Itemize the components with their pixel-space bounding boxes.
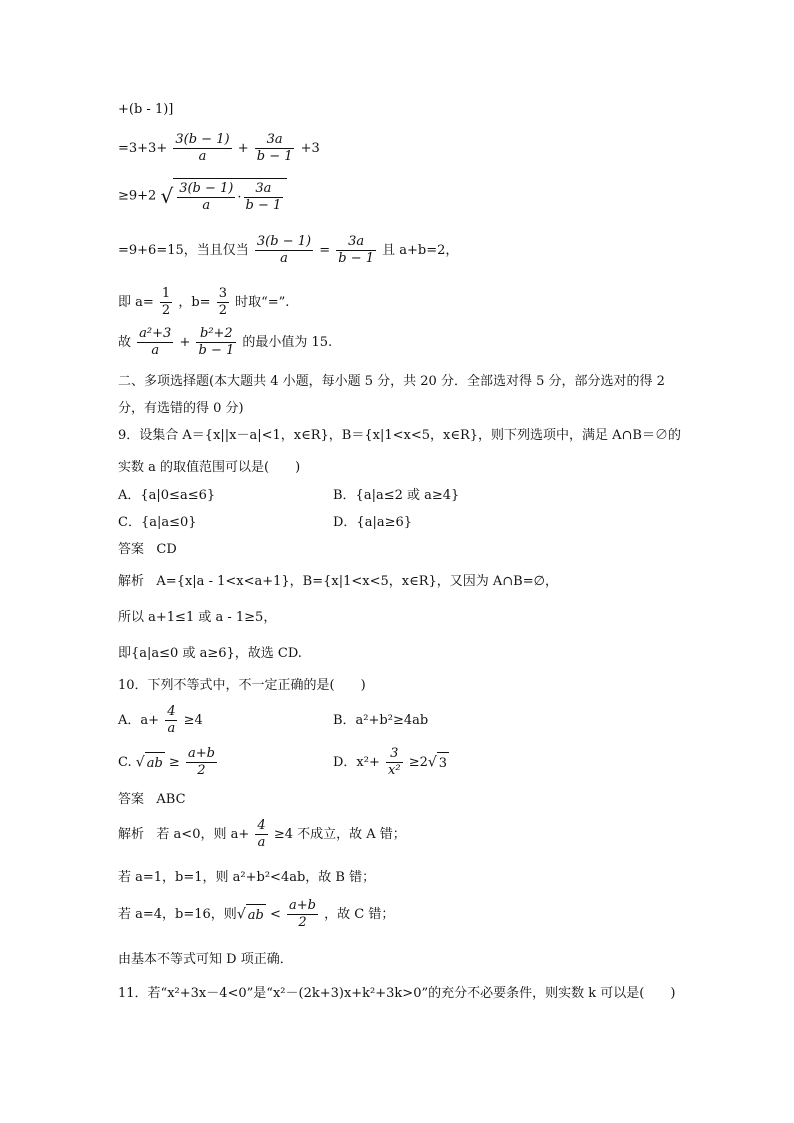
- fraction-3a-over-b1: [336, 234, 376, 267]
- q9-analysis-line-1: [118, 573, 558, 591]
- q10-option-a: [118, 704, 203, 737]
- text: ≥4 不成立，故 A 错；: [273, 827, 406, 842]
- section-heading-line-2: [118, 400, 244, 418]
- fraction-3b1-over-a: [173, 132, 231, 165]
- q9-analysis-line-2: [118, 609, 276, 627]
- text: 由基本不等式可知 D 项正确．: [118, 952, 293, 967]
- radical-sign: √: [160, 184, 174, 208]
- section-heading-line-1: [118, 373, 665, 391]
- text: 11．若“x²+3x－4<0”是“x²－(2k+3)x+k²+3k>0”的充分不必要条件，则实数 k 可以是( ): [118, 986, 676, 1001]
- fraction-one-half: [160, 286, 172, 319]
- text: ≥4: [183, 713, 203, 728]
- denominator: 2: [218, 303, 227, 318]
- text: 9．设集合 A＝{x||x－a|<1，x∈R}，B＝{x|1<x<5，x∈R}，则下列选项中，满足 A∩B＝∅的: [118, 428, 681, 443]
- q9-option-c: [118, 514, 197, 532]
- denominator: b − 1: [256, 149, 293, 164]
- text: B．{a|a≤2 或 a≥4}: [333, 488, 460, 503]
- numerator: 4: [257, 818, 266, 833]
- radicand: ab: [145, 752, 165, 773]
- q10-analysis-line-2: [118, 869, 375, 887]
- text: +3: [300, 141, 320, 156]
- fraction-3b1-over-a: [177, 181, 235, 214]
- solution-line-6: [118, 326, 332, 359]
- text: A．a+: [118, 713, 160, 728]
- q10-option-b: [333, 712, 428, 730]
- numerator: 3a: [336, 234, 376, 251]
- text: 故: [118, 335, 132, 350]
- q10-analysis-line-4: [118, 951, 293, 969]
- radical-sign: √: [135, 754, 145, 771]
- analysis-label: 解析: [118, 827, 145, 842]
- text: 若 a=4，b=16，则: [118, 907, 237, 922]
- q10-answer: [118, 791, 186, 809]
- text: =: [319, 243, 331, 258]
- numerator: 3a: [255, 132, 295, 149]
- numerator: 3(b − 1): [256, 234, 312, 249]
- answer-value: CD: [156, 542, 177, 557]
- sqrt-expression: √ $\frac{3(b - 1)}{a}$ · $\frac{3a}{b - 1}$: [160, 178, 287, 214]
- numerator: 3a: [244, 181, 284, 198]
- q9-answer: [118, 541, 177, 559]
- denominator: a: [280, 251, 288, 266]
- q10-analysis-line-1: [118, 818, 406, 851]
- q9-stem-line-2: [118, 459, 300, 477]
- q11-stem: [118, 985, 675, 1003]
- text: 即{a|a≤0 或 a≥6}，故选 CD.: [118, 646, 302, 661]
- text: C．{a|a≤0}: [118, 515, 197, 530]
- numerator: 3(b − 1): [179, 181, 234, 196]
- denominator: 2: [161, 303, 171, 318]
- text: A={x|a - 1<x<a+1}，B={x|1<x<5，x∈R}，又因为 A∩B=∅，: [156, 574, 558, 589]
- text: 所以 a+1≤1 或 a - 1≥5，: [118, 610, 277, 625]
- denominator: a: [198, 149, 207, 164]
- denominator: a: [151, 343, 160, 358]
- radicand: ab: [246, 904, 266, 925]
- q10-analysis-line-3: [118, 898, 394, 931]
- text: A．{a|0≤a≤6}: [118, 488, 216, 503]
- radicand: 3: [437, 752, 449, 773]
- numerator: 3: [218, 286, 227, 301]
- q10-option-c: [118, 746, 219, 779]
- denominator: b − 1: [198, 343, 235, 358]
- denominator: b − 1: [338, 251, 375, 266]
- denominator: a: [167, 721, 176, 736]
- numerator: a+b: [187, 746, 215, 761]
- text: =9+6=15，当且仅当: [118, 243, 249, 258]
- fraction-a2-plus-3-over-a: [137, 326, 173, 359]
- q10-option-d: [333, 746, 449, 779]
- text: 分，有选错的得 0 分): [118, 401, 244, 416]
- text: ，故 C 错；: [324, 907, 395, 922]
- solution-line-1: [118, 101, 173, 119]
- fraction-4-over-a: [165, 704, 177, 737]
- denominator: x²: [388, 763, 401, 778]
- numerator: 1: [161, 286, 171, 301]
- fraction-4-over-a: [255, 818, 267, 851]
- answer-label: 答案: [118, 792, 145, 807]
- text: ≥9+2: [118, 188, 157, 204]
- numerator: 3: [386, 746, 403, 763]
- solution-line-3: [118, 178, 287, 214]
- text: D．{a|a≥6}: [333, 515, 413, 530]
- fraction-3a-over-b1: [255, 132, 295, 165]
- text: +(b - 1)]: [118, 102, 174, 117]
- denominator: b − 1: [245, 198, 282, 213]
- solution-line-5: [118, 286, 289, 319]
- fraction-3-over-x2: [386, 746, 403, 779]
- q9-option-b: [333, 487, 459, 505]
- sqrt-ab: [237, 904, 266, 925]
- solution-line-2: [118, 132, 320, 165]
- numerator: 3(b − 1): [175, 132, 230, 147]
- numerator: b²+2: [196, 326, 236, 343]
- radical-sign: √: [427, 754, 437, 771]
- text: 即 a=: [118, 295, 154, 310]
- text: 时取“=”.: [235, 295, 290, 310]
- numerator: a²+3: [139, 326, 172, 341]
- q9-stem-line-1: [118, 427, 681, 445]
- text: D．x²+: [333, 755, 380, 770]
- denominator: a: [202, 198, 211, 213]
- sqrt-3: [428, 752, 449, 773]
- radical-sign: √: [236, 906, 246, 923]
- text: =3+3+: [118, 141, 168, 156]
- text: 若 a=1，b=1，则 a²+b²<4ab，故 B 错；: [118, 870, 376, 885]
- denominator: 2: [298, 915, 307, 930]
- text: 且 a+b=2，: [382, 243, 459, 258]
- fraction-3b1-over-a: [255, 234, 313, 267]
- answer-label: 答案: [118, 542, 145, 557]
- q9-analysis-line-3: [118, 645, 302, 663]
- answer-value: ABC: [156, 792, 186, 807]
- fraction-a-plus-b-over-2: [287, 898, 318, 931]
- numerator: 4: [167, 704, 176, 719]
- fraction-3a-over-b1: [244, 181, 284, 214]
- text: +: [237, 141, 249, 156]
- text: ≥: [168, 755, 180, 770]
- text: <: [269, 907, 281, 922]
- text: 若 a<0，则 a+: [156, 827, 250, 842]
- q9-option-a: [118, 487, 215, 505]
- text: 10．下列不等式中，不一定正确的是( ): [118, 678, 366, 693]
- text: B．a²+b²≥4ab: [333, 713, 429, 728]
- numerator: a+b: [289, 898, 316, 913]
- text: 二、多项选择题(本大题共 4 小题，每小题 5 分，共 20 分．全部选对得 5 分，部分选对的得 2: [118, 374, 665, 389]
- q9-option-d: [333, 514, 412, 532]
- analysis-label: 解析: [118, 574, 145, 589]
- fraction-three-halves: [217, 286, 229, 319]
- text: +: [179, 335, 191, 350]
- denominator: 2: [197, 763, 206, 778]
- fraction-a-plus-b-over-2: [186, 746, 217, 779]
- text: ，b=: [178, 295, 211, 310]
- text: 实数 a 的取值范围可以是( ): [118, 460, 301, 475]
- sqrt-ab: [136, 752, 165, 773]
- q10-stem: [118, 677, 366, 695]
- fraction-b2-plus-2-over-b1: [196, 326, 236, 359]
- text: ≥2: [408, 755, 428, 770]
- solution-line-4: [118, 234, 458, 267]
- text: 的最小值为 15.: [242, 335, 333, 350]
- text: C.: [118, 755, 132, 770]
- denominator: a: [257, 835, 266, 850]
